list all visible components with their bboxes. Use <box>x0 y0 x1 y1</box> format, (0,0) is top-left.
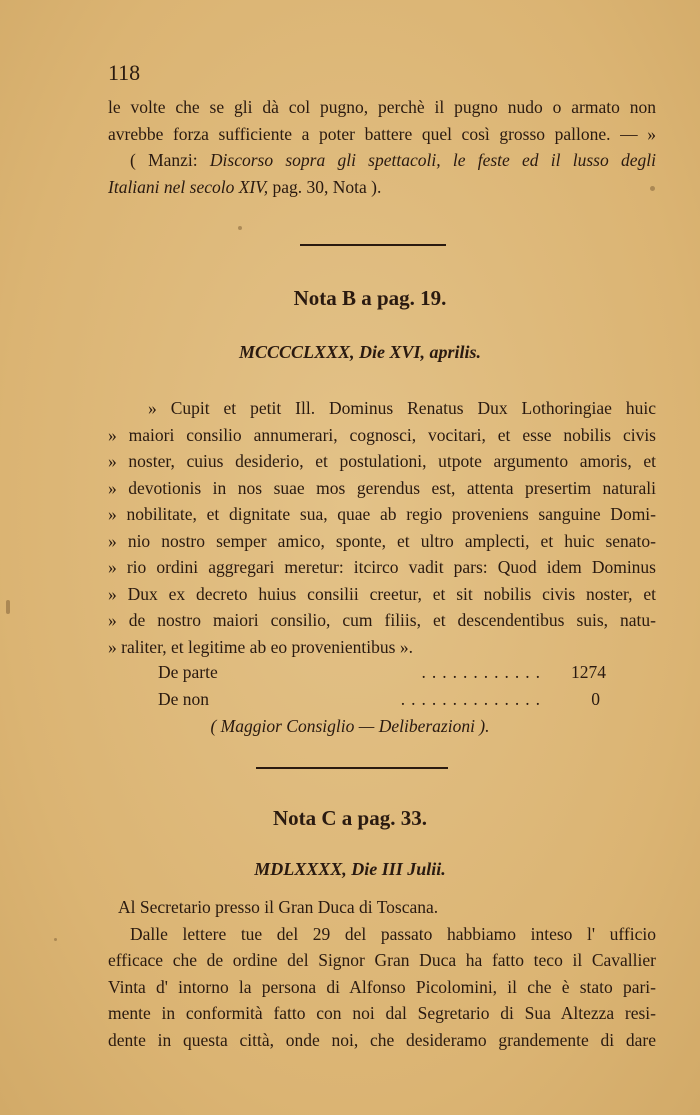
text-line: » raliter, et legitime ab eo provenientibus ». <box>108 636 413 657</box>
section-divider <box>256 767 448 769</box>
vote-count: 0 <box>591 689 600 709</box>
citation-title-cont: Italiani nel secolo XIV, <box>108 176 269 197</box>
text-line: » Cupit et petit Ill. Dominus Renatus Dux Lothoringiae huic <box>148 398 656 418</box>
text-line: » rio ordini aggregari meretur: itcirco vadit pars: Quod idem Dominus <box>108 557 656 577</box>
text-line: dente in questa città, onde noi, che desideramo grandemente di dare <box>108 1029 656 1050</box>
text-line: » maiori consilio annumerari, cognosci, vocitari, et esse nobilis civis <box>108 424 656 445</box>
paper-speck <box>6 600 10 614</box>
text-line: Dalle lettere tue del 29 del passato habbiamo inteso l' ufficio <box>130 923 656 944</box>
vote-leader: ............ <box>421 662 546 682</box>
citation-line-1 <box>108 147 656 174</box>
citation-title: Discorso sopra gli spettacoli, le feste ed il lusso degli <box>209 150 656 170</box>
page-number: 118 <box>108 60 141 85</box>
addressee: Al Secretario presso il Gran Duca di Toscana. <box>118 897 439 917</box>
text-line: le volte che se gli dà col pugno, perchè il pugno nudo o armato non <box>108 97 656 117</box>
citation-author: ( Manzi: <box>130 150 210 170</box>
note-c-body <box>108 894 656 1053</box>
text-line: » nobilitate, et dignitate sua, quae ab regio proveniens sanguine Domi- <box>108 504 656 524</box>
note-c-date: MDLXXXX, Die III Julii. <box>254 859 446 879</box>
note-b-body <box>108 395 656 660</box>
text-line: » noster, cuius desiderio, et postulationi, utpote argumento amoris, et <box>108 451 656 471</box>
note-b-date: MCCCCLXXX, Die XVI, aprilis. <box>238 342 482 362</box>
text-line: avrebbe forza sufficiente a poter battere quel così grosso pallone. — » <box>108 123 656 144</box>
vote-label: De non <box>158 689 210 709</box>
vote-label: De parte <box>158 662 218 682</box>
note-b-source: ( Maggior Consiglio — Deliberazioni ). <box>210 716 490 736</box>
section-divider <box>300 244 446 246</box>
paper-speck <box>650 186 655 191</box>
text-line: » nio nostro semper amico, sponte, et ultro amplecti, et huic senato- <box>108 530 656 551</box>
note-c-heading: Nota C a pag. 33. <box>272 806 427 830</box>
paper-speck <box>54 938 57 941</box>
text-line: Vinta d' intorno la persona di Alfonso Picolomini, il che è stato pari- <box>108 976 656 997</box>
vote-leader: .............. <box>400 689 546 709</box>
text-line: » de nostro maiori consilio, cum filiis, et descendentibus suis, natu- <box>108 610 656 630</box>
citation-line-2 <box>108 174 656 201</box>
note-b-heading: Nota B a pag. 19. <box>293 286 447 310</box>
text-line: » Dux ex decreto huius consilii creetur, et sit nobilis civis noster, et <box>108 583 656 604</box>
vote-count: 1274 <box>571 662 606 682</box>
citation-page: pag. 30, Nota ). <box>268 176 382 197</box>
top-paragraph <box>108 94 656 200</box>
text-line: efficace che de ordine del Signor Gran Duca ha fatto teco il Cavallier <box>108 950 656 970</box>
text-line: » devotionis in nos suae mos gerendus est, attenta presertim naturali <box>108 477 656 498</box>
paper-speck <box>238 226 242 230</box>
text-line: mente in conformità fatto con noi dal Segretario di Sua Altezza resi- <box>108 1003 656 1023</box>
